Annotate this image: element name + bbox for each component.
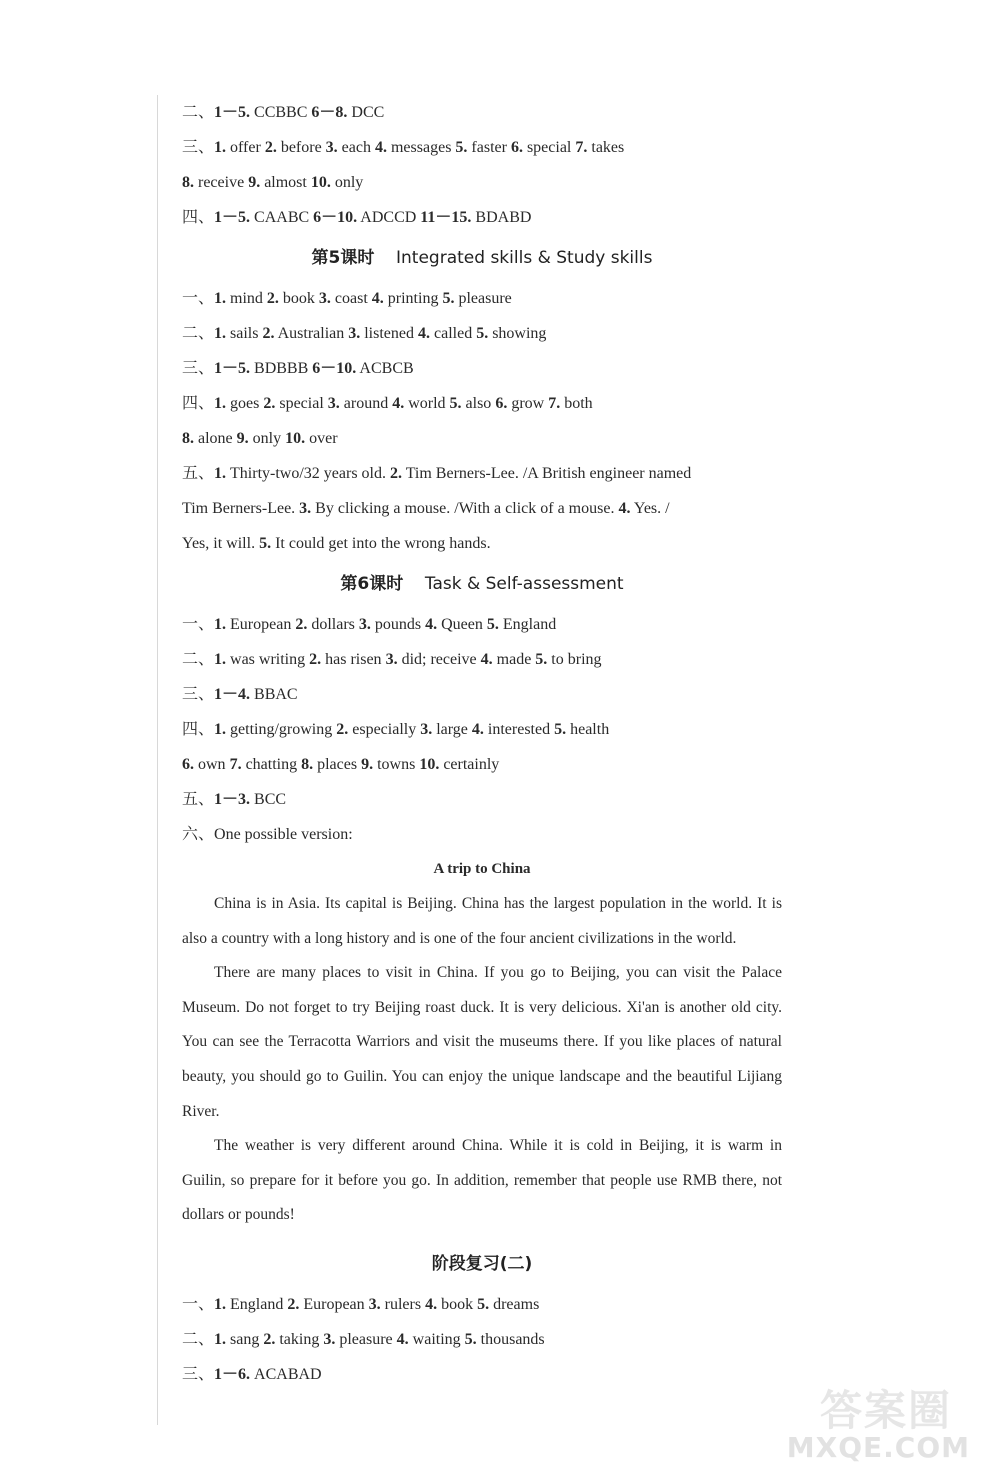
item-number: 5. (455, 139, 468, 156)
answer-text: large (432, 721, 472, 738)
item-number: 2. (262, 325, 275, 342)
answer-text: faster (467, 139, 511, 156)
essay-paragraph-1: China is in Asia. Its capital is Beijing. China has the largest population in the world. It is also a country with a long history and is one of the four ancient civilizations in the world. (182, 895, 782, 947)
item-number: 8. (182, 430, 194, 447)
answer-line (182, 130, 782, 165)
heading-review (182, 1241, 782, 1287)
item-number: 1－6. (214, 1365, 251, 1383)
answer-text: Australian (274, 325, 349, 342)
answer-line (182, 351, 782, 386)
answer-text: messages (386, 139, 456, 156)
answer-text: ACABAD (250, 1365, 322, 1383)
heading-lesson-5 (182, 235, 782, 281)
item-number: 5. (477, 1295, 490, 1313)
answer-text: BCC (250, 791, 287, 808)
answer-text: It could get into the wrong hands. (271, 535, 491, 552)
answer-line (182, 281, 782, 316)
answer-text: One possible version: (214, 826, 353, 843)
answer-text: book (437, 1295, 478, 1313)
answer-text: Queen (437, 616, 487, 633)
answer-text: also (461, 395, 496, 412)
answer-text: towns (373, 756, 420, 773)
watermark-logo: 答案圈 (819, 1386, 952, 1435)
answer-text: dreams (489, 1295, 540, 1313)
section-number: 二、 (182, 325, 215, 342)
answer-text: DCC (347, 104, 385, 121)
item-number: 6－10. (313, 209, 358, 226)
section-number: 三、 (182, 1365, 215, 1383)
answer-text: only (330, 174, 364, 191)
item-number: 1. (214, 651, 227, 668)
item-number: 10. (285, 430, 306, 447)
answer-text: waiting (408, 1330, 465, 1348)
answer-text: pounds (370, 616, 426, 633)
answer-text: taking (275, 1330, 324, 1348)
item-number: 1. (214, 1295, 227, 1313)
item-number: 7. (575, 139, 588, 156)
item-number: 4. (425, 1295, 438, 1313)
answer-line (182, 1357, 782, 1392)
item-number: 10. (310, 174, 331, 191)
answer-text: CAABC (250, 209, 314, 226)
answer-text: called (430, 325, 477, 342)
lesson-5-subtitle: Integrated skills & Study skills (396, 248, 653, 268)
answer-text: rulers (380, 1295, 426, 1313)
item-number: 1. (214, 465, 227, 482)
item-number: 10. (419, 756, 440, 773)
answer-text: thousands (476, 1330, 545, 1348)
answer-text: especially (348, 721, 421, 738)
answer-text: mind (226, 290, 267, 307)
answer-text: ACBCB (356, 360, 414, 377)
item-number: 4. (618, 500, 631, 517)
answer-line (182, 491, 782, 526)
answer-text: goes (226, 395, 264, 412)
answer-text: world (404, 395, 450, 412)
answer-line (182, 747, 782, 782)
item-number: 11－15. (420, 209, 472, 226)
watermark-url: MXQE.COM (786, 1431, 970, 1464)
answer-text: pleasure (454, 290, 512, 307)
essay-title: A trip to China (433, 861, 531, 877)
section-number: 二、 (182, 104, 215, 121)
watermark (722, 1386, 982, 1466)
answers-review (182, 1287, 782, 1392)
answer-text: each (337, 139, 375, 156)
item-number: 4. (418, 325, 430, 342)
answer-text: places (313, 756, 362, 773)
item-number: 3. (327, 395, 340, 412)
item-number: 1. (214, 290, 227, 307)
item-number: 2. (263, 1330, 276, 1348)
item-number: 1. (214, 616, 227, 633)
item-number: 1. (214, 395, 227, 412)
answer-line (182, 607, 782, 642)
item-number: 3. (358, 616, 371, 633)
item-number: 1. (214, 1330, 227, 1348)
answer-text: alone (194, 430, 237, 447)
item-number: 2. (295, 616, 308, 633)
lesson-6-title: 第6课时 (340, 574, 404, 594)
answer-text: Yes. / (630, 500, 670, 517)
item-number: 6－8. (311, 104, 348, 121)
item-number: 2. (309, 651, 322, 668)
answer-line (182, 782, 782, 817)
answer-text: made (492, 651, 536, 668)
item-number: 7. (548, 395, 561, 412)
answer-text: special (275, 395, 328, 412)
item-number: 2. (389, 465, 402, 482)
item-number: 1－4. (214, 686, 251, 703)
item-number: 1. (214, 139, 227, 156)
answer-text: before (276, 139, 326, 156)
answer-line (182, 1287, 782, 1322)
section-number: 一、 (182, 616, 215, 633)
answer-text: around (339, 395, 393, 412)
margin-rule (157, 95, 158, 1425)
answer-text: listened (360, 325, 418, 342)
answer-text: to bring (547, 651, 602, 668)
section-number: 四、 (182, 395, 215, 412)
item-number: 5. (442, 290, 455, 307)
section-number: 三、 (182, 686, 215, 703)
answer-text: sang (226, 1330, 264, 1348)
item-number: 9. (361, 756, 374, 773)
answer-text: certainly (439, 756, 500, 773)
section-number: 四、 (182, 721, 215, 738)
answer-text: interested (483, 721, 555, 738)
answer-line (182, 165, 782, 200)
item-number: 2. (264, 139, 277, 156)
answer-text: Tim Berners-Lee. /A British engineer named (401, 465, 692, 482)
answer-text: both (560, 395, 593, 412)
section-number: 一、 (182, 1295, 215, 1313)
item-number: 4. (396, 1330, 409, 1348)
item-number: 4. (471, 721, 484, 738)
answer-text: showing (488, 325, 547, 342)
item-number: 2. (336, 721, 349, 738)
answer-line (182, 712, 782, 747)
item-number: 1－5. (214, 104, 251, 121)
item-number: 1－3. (214, 791, 251, 808)
section-number: 六、 (182, 826, 215, 843)
answer-text: dollars (307, 616, 359, 633)
item-number: 3. (323, 1330, 336, 1348)
section-number: 二、 (182, 1330, 215, 1348)
item-number: 4. (392, 395, 405, 412)
answers-top (182, 95, 782, 235)
item-number: 8. (301, 756, 314, 773)
answer-text: did; receive (397, 651, 481, 668)
answer-line (182, 642, 782, 677)
item-number: 5. (486, 616, 499, 633)
item-number: 2. (266, 290, 279, 307)
answer-text: health (566, 721, 610, 738)
answer-text: offer (226, 139, 265, 156)
answer-text: Thirty-two/32 years old. (226, 465, 390, 482)
item-number: 5. (554, 721, 567, 738)
essay-paragraph-2: There are many places to visit in China. If you go to Beijing, you can visit the Palace Museum. Do not forget to try Beijing roast duck. It is very delicious. Xi'an is another old city. You can see the Terracotta Warriors and visit the museums there. If you like places of natural beauty, you should go to Guilin. You can enjoy the unique landscape and the beautiful Lijiang River. (182, 964, 782, 1120)
answer-text: printing (383, 290, 443, 307)
answer-text: takes (587, 139, 625, 156)
section-number: 三、 (182, 139, 215, 156)
item-number: 3. (368, 1295, 381, 1313)
section-number: 二、 (182, 651, 215, 668)
item-number: 3. (348, 325, 361, 342)
item-number: 3. (318, 290, 331, 307)
answer-text: over (305, 430, 338, 447)
item-number: 7. (229, 756, 242, 773)
item-number: 4. (374, 139, 387, 156)
section-number: 五、 (182, 791, 215, 808)
item-number: 1. (214, 721, 227, 738)
item-number: 5. (449, 395, 462, 412)
answer-text: own (194, 756, 230, 773)
answer-text: almost (260, 174, 311, 191)
answer-text: coast (330, 290, 372, 307)
review-title: 阶段复习(二) (431, 1253, 533, 1274)
item-number: 3. (385, 651, 398, 668)
answer-line (182, 1322, 782, 1357)
answer-line (182, 386, 782, 421)
answer-text: England (498, 616, 557, 633)
item-number: 4. (371, 290, 384, 307)
item-number: 4. (425, 616, 438, 633)
section-number: 一、 (182, 290, 215, 307)
item-number: 9. (248, 174, 261, 191)
answer-line (182, 200, 782, 235)
item-number: 2. (263, 395, 276, 412)
answer-text: European (226, 616, 296, 633)
answer-text: getting/growing (226, 721, 337, 738)
item-number: 1－5. (214, 209, 251, 226)
item-number: 4. (480, 651, 493, 668)
answer-text: pleasure (335, 1330, 397, 1348)
section-number: 四、 (182, 209, 215, 226)
lesson-5-title: 第5课时 (311, 248, 375, 268)
answer-text: BDBBB (250, 360, 313, 377)
answers-lesson-6 (182, 607, 782, 852)
item-number: 5. (464, 1330, 477, 1348)
answer-line (182, 421, 782, 456)
answer-text: has risen (321, 651, 386, 668)
answer-line (182, 677, 782, 712)
answer-text: chatting (241, 756, 302, 773)
answer-text: BBAC (250, 686, 298, 703)
answers-lesson-5 (182, 281, 782, 561)
item-number: 1. (214, 325, 227, 342)
item-number: 1－5. (214, 360, 251, 377)
item-number: 6－10. (312, 360, 357, 377)
answer-text: ADCCD (357, 209, 421, 226)
item-number: 3. (299, 500, 312, 517)
heading-lesson-6 (182, 561, 782, 607)
item-number: 3. (420, 721, 433, 738)
answer-text: special (522, 139, 576, 156)
answer-text: England (226, 1295, 288, 1313)
item-number: 5. (476, 325, 489, 342)
answer-text: only (248, 430, 286, 447)
item-number: 2. (287, 1295, 300, 1313)
answer-line (182, 817, 782, 852)
answer-text: BDABD (471, 209, 532, 226)
essay-paragraph-3: The weather is very different around China. While it is cold in Beijing, it is warm in Guilin, so prepare for it before you go. In addition, remember that people use RMB there, not dollars or pounds! (182, 1137, 782, 1224)
item-number: 8. (182, 174, 194, 191)
answer-text: receive (194, 174, 249, 191)
answer-page (182, 95, 782, 1392)
item-number: 6. (510, 139, 523, 156)
answer-line (182, 95, 782, 130)
answer-text: Yes, it will. (182, 535, 260, 552)
item-number: 9. (236, 430, 249, 447)
answer-text: European (299, 1295, 369, 1313)
item-number: 3. (325, 139, 338, 156)
section-number: 五、 (182, 465, 215, 482)
item-number: 6. (495, 395, 508, 412)
item-number: 6. (182, 756, 194, 773)
item-number: 5. (259, 535, 272, 552)
answer-text: By clicking a mouse. /With a click of a mouse. (311, 500, 619, 517)
lesson-6-subtitle: Task & Self-assessment (424, 574, 624, 594)
answer-text: Tim Berners-Lee. (182, 500, 300, 517)
answer-text: book (278, 290, 319, 307)
answer-text: sails (226, 325, 263, 342)
answer-line (182, 526, 782, 561)
answer-text: grow (507, 395, 549, 412)
section-number: 三、 (182, 360, 215, 377)
answer-text: CCBBC (250, 104, 312, 121)
answer-line (182, 316, 782, 351)
item-number: 5. (535, 651, 548, 668)
answer-text: was writing (226, 651, 310, 668)
answer-line (182, 456, 782, 491)
